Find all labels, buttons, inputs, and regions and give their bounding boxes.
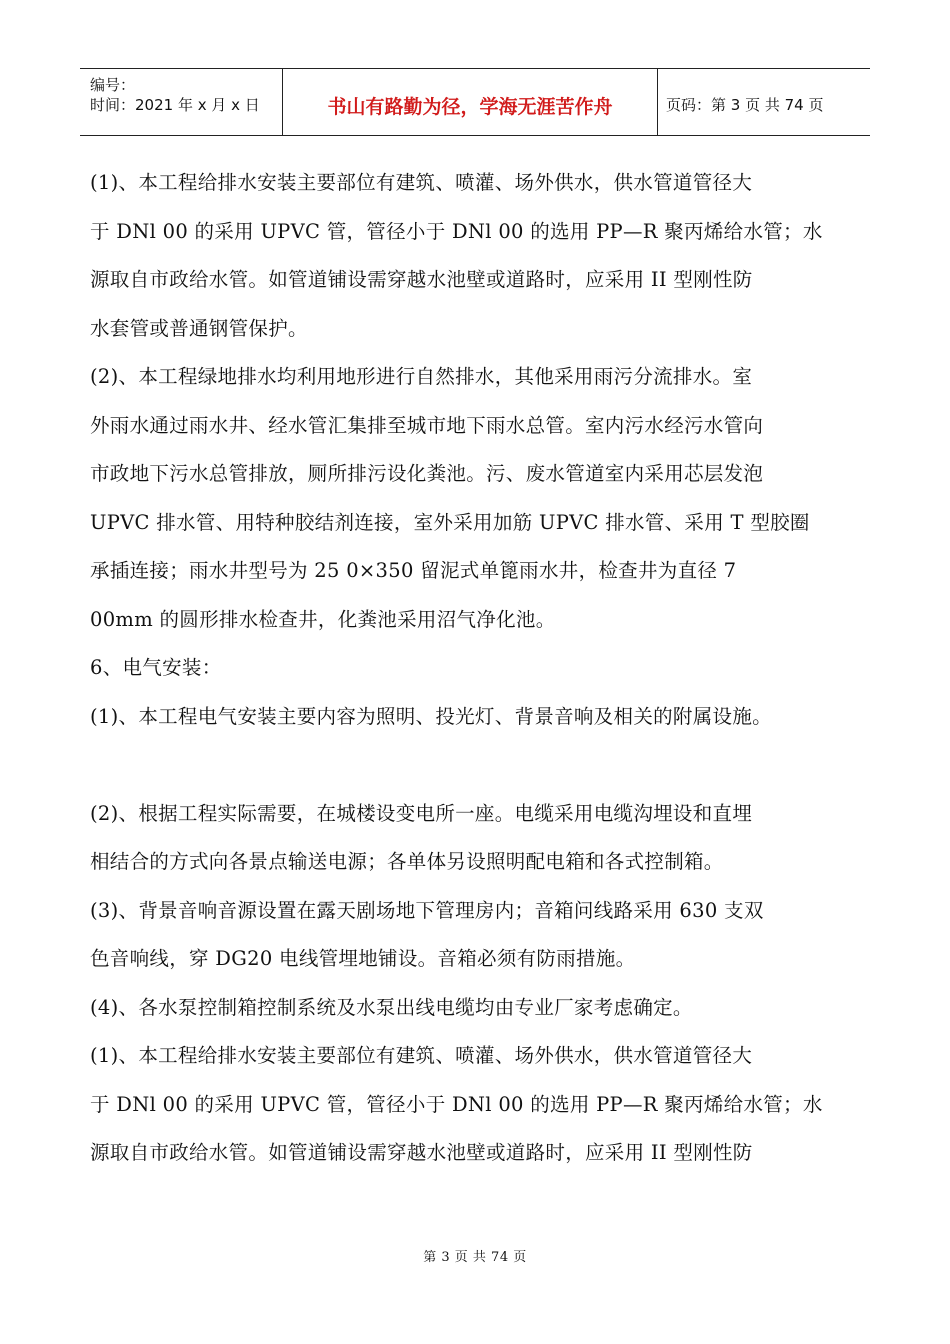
body-line: (2)、根据工程实际需要，在城楼设变电所一座。电缆采用电缆沟埋设和直埋	[90, 801, 753, 825]
body-line: (3)、背景音响音源设置在露天剧场地下管理房内；音箱问线路采用 630 支双	[90, 898, 764, 922]
body-line: (1)、本工程给排水安装主要部位有建筑、喷灌、场外供水，供水管道管径大	[90, 171, 753, 194]
body-line: 市政地下污水总管排放，厕所排污设化粪池。污、废水管道室内采用芯层发泡	[90, 462, 764, 485]
body-line: (2)、本工程绿地排水均利用地形进行自然排水，其他采用雨污分流排水。室	[90, 365, 753, 388]
body-line: 水套管或普通钢管保护。	[90, 316, 308, 340]
document-number-label: 编号：	[90, 76, 136, 94]
body-line: (1)、本工程电气安装主要内容为照明、投光灯、背景音响及相关的附属设施。	[90, 704, 772, 728]
header-motto: 书山有路勤为径，学海无涯苦作舟	[283, 69, 658, 135]
section-heading: 6、电气安装：	[90, 656, 222, 679]
body-line: 色音响线，穿 DG20 电线管埋地铺设。音箱必须有防雨措施。	[90, 947, 636, 970]
header-meta	[80, 69, 283, 135]
header-page-info: 页码：第 3 页 共 74 页	[666, 95, 824, 114]
body-line: UPVC 排水管、用特种胶结剂连接，室外采用加筋 UPVC 排水管、采用 T 型胶圈	[90, 510, 810, 534]
body-line: 相结合的方式向各景点输送电源；各单体另设照明配电箱和各式控制箱。	[90, 850, 724, 873]
body-line: (1)、本工程给排水安装主要部位有建筑、喷灌、场外供水，供水管道管径大	[90, 1044, 753, 1067]
body-line: 00mm 的圆形排水检查井，化粪池采用沼气净化池。	[90, 607, 556, 631]
body-line: 于 DNl 00 的采用 UPVC 管，管径小于 DNl 00 的选用 PP—R 聚丙烯给水管；水	[90, 219, 823, 243]
document-date: 时间：2021 年 x 月 x 日	[90, 96, 260, 114]
page-header	[80, 68, 870, 136]
body-line: 承插连接；雨水井型号为 25 0×350 留泥式单篦雨水井，检查井为直径 7	[90, 559, 737, 582]
body-line: 源取自市政给水管。如管道铺设需穿越水池壁或道路时，应采用 II 型刚性防	[90, 1141, 753, 1164]
body-line: (4)、各水泵控制箱控制系统及水泵出线电缆均由专业厂家考虑确定。	[90, 995, 693, 1019]
blank-line	[90, 741, 880, 790]
document-body	[90, 159, 880, 1178]
body-line: 外雨水通过雨水井、经水管汇集排至城市地下雨水总管。室内污水经污水管向	[90, 413, 764, 437]
body-line: 源取自市政给水管。如管道铺设需穿越水池壁或道路时，应采用 II 型刚性防	[90, 268, 753, 291]
body-line: 于 DNl 00 的采用 UPVC 管，管径小于 DNl 00 的选用 PP—R 聚丙烯给水管；水	[90, 1092, 823, 1116]
page-footer: 第 3 页 共 74 页	[423, 1250, 527, 1265]
